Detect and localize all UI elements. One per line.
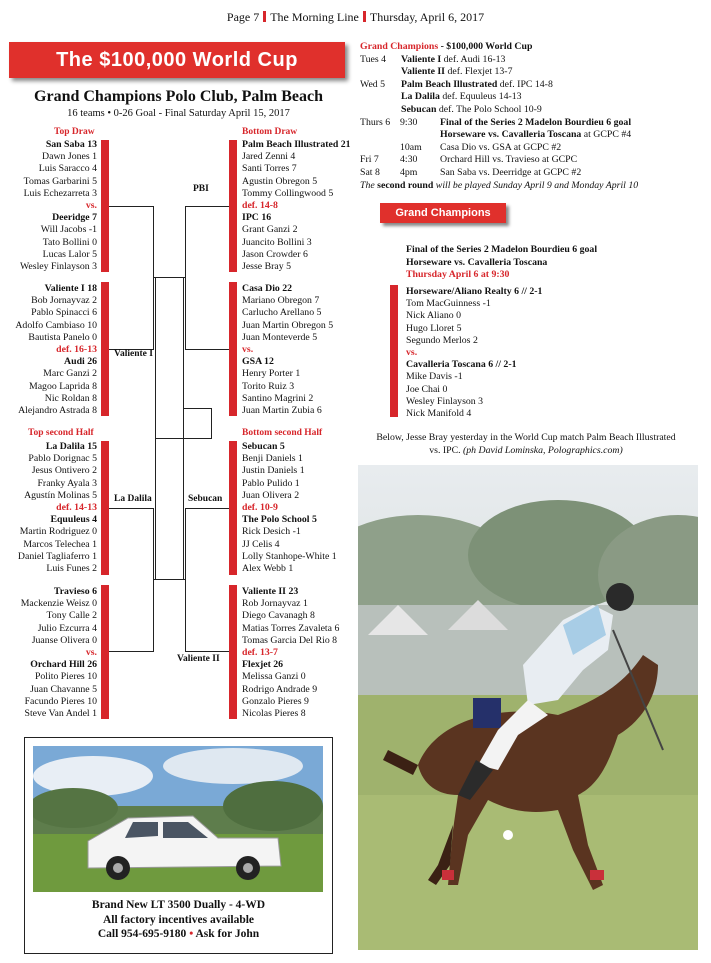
right-group-3: Sebucan 5 Benji Daniels 1 Justin Daniels 1 Pablo Pulido 1 Juan Olivera 2 def. 10-9 The Polo School 5 Rick Desich -1 JJ Celis 4 Lolly Stanhope-White 1 Alex Webb 1 — [242, 441, 337, 575]
left-group-3: La Dalila 15 Pablo Dorignac 5 Jesus Ontivero 2 Franky Ayala 3 Agustín Molinas 5 def. 14-13 Equuleus 4 Martin Rodriguez 0 Marcos Telechea 1 Daniel Tagliaferro 1 Luis Funes 2 — [17, 441, 97, 575]
left-group-4-bar — [101, 585, 109, 719]
tournament-subtitle: 16 teams • 0-26 Goal - Final Saturday April 15, 2017 — [67, 108, 290, 119]
grand-champions-banner: Grand Champions — [380, 203, 506, 223]
ad-contact: Ask for John — [195, 928, 260, 940]
photo-caption: Below, Jesse Bray yesterday in the World Cup match Palm Beach Illustrated vs. IPC. (ph David Lominska, Polographics.com) — [376, 432, 676, 456]
left-group-2-bar — [101, 282, 109, 416]
right-group-1: Palm Beach Illustrated 21 Jared Zenni 4 Santi Torres 7 Agustin Obregon 5 Tommy Collingwood 5 def. 14-8 IPC 16 Grant Ganzi 2 Juancito Bollini 3 Jason Crowder 6 Jesse Bray 5 — [242, 139, 351, 273]
left-group-4: Travieso 6 Mackenzie Weisz 0 Tony Calle 2 Julio Ezcurra 4 Juanse Olivera 0 vs. Orchard Hill 26 Polito Pieres 10 Juan Chavanne 5 Facundo Pieres 10 Steve Van Andel 1 — [20, 586, 97, 720]
winner-valiente-i: Valiente I — [114, 349, 153, 359]
right-group-2: Casa Dio 22 Mariano Obregon 7 Carlucho Arellano 5 Juan Martin Obregon 5 Juan Monteverde 5 vs. GSA 12 Henry Porter 1 Torito Ruiz 3 Santino Magrini 2 Juan Martin Zubia 6 — [242, 283, 334, 417]
polo-photo — [358, 465, 698, 950]
truck-photo — [33, 746, 323, 892]
winner-la-dalila: La Dalila — [114, 494, 152, 504]
winner-sebucan: Sebucan — [188, 494, 223, 504]
truck-advertisement[interactable]: Brand New LT 3500 Dually - 4-WD All factory incentives available Call 954-695-9180 • Ask for John — [24, 737, 333, 954]
issue-date: Thursday, April 6, 2017 — [369, 10, 485, 24]
ad-phone[interactable]: Call 954-695-9180 — [97, 928, 187, 940]
ad-line-2: All factory incentives available — [102, 913, 255, 926]
right-group-2-bar — [229, 282, 237, 416]
right-group-4: Valiente II 23 Rob Jornayvaz 1 Diego Cavanagh 8 Matias Torres Zavaleta 6 Tomas Garcia Del Rio 8 def. 13-7 Flexjet 26 Melissa Ganzi 0 Rodrigo Andrade 9 Gonzalo Pieres 9 Nicolas Pieres 8 — [242, 586, 340, 720]
page-header — [0, 10, 711, 25]
world-cup-banner: The $100,000 World Cup — [9, 42, 345, 78]
winner-pbi: PBI — [193, 184, 209, 194]
page-number: Page 7 — [226, 10, 260, 24]
left-group-2: Valiente I 18 Bob Jornayvaz 2 Pablo Spinacci 6 Adolfo Cambiaso 10 Bautista Panelo 0 def. 16-13 Audi 26 Marc Ganzi 2 Magoo Laprida 8 Nic Roldan 8 Alejandro Astrada 8 — [15, 283, 97, 417]
winner-valiente-ii: Valiente II — [177, 654, 220, 664]
club-title: Grand Champions Polo Club, Palm Beach — [34, 88, 323, 105]
left-group-1-bar — [101, 140, 109, 272]
top-draw-label: Top Draw — [54, 127, 95, 137]
final-bar — [390, 285, 398, 417]
ad-line-1: Brand New LT 3500 Dually - 4-WD — [91, 899, 266, 911]
bottom-draw-label: Bottom Draw — [242, 127, 298, 137]
right-group-4-bar — [229, 585, 237, 719]
left-group-3-bar — [101, 441, 109, 575]
final-teams: Horseware/Aliano Realty 6 // 2-1 Tom MacGuinness -1 Nick Aliano 0 Hugo Lloret 5 Segundo Merlos 2 vs. Cavalleria Toscana 6 // 2-1 Mike Davis -1 Joe Chai 0 Wesley Finlayson 3 Nick Manifold 4 — [406, 286, 543, 420]
bottom-second-half-label: Bottom second Half — [242, 428, 323, 438]
schedule: Grand Champions - $100,000 World Cup Tues 4 Valiente I def. Audi 16-13 Valiente II def. Flexjet 13-7 Wed 5 Palm Beach Illustrated def. IPC 14-8 La Dalila def. Equuleus 14-13 Sebucan def. The Polo School 10-9 Thurs 6 9:30 Final of the Series 2 Madelon Bourdieu 6 goal Horseware vs. Cavalleria Toscana at GCPC #4 10am Casa Dio vs. GSA at GCPC #2 Fri 7 4:30 Orchard Hill vs. Travieso at GCPC Sat 8 4pm San Saba vs. Deerridge at GCPC #2 The second round will be played Sunday April 9 and Monday April 10 — [360, 41, 639, 191]
right-group-1-bar — [229, 140, 237, 272]
right-group-3-bar — [229, 441, 237, 575]
paper-name: The Morning Line — [270, 10, 359, 24]
left-group-1: San Saba 13 Dawn Jones 1 Luis Saracco 4 Tomas Garbarini 5 Luis Echezarreta 3 vs. Deeridge 7 Will Jacobs -1 Tato Bollini 0 Lucas Lalor 5 Wesley Finlayson 3 — [19, 139, 97, 273]
final-heading: Final of the Series 2 Madelon Bourdieu 6 goal Horseware vs. Cavalleria Toscana Thursday April 6 at 9:30 — [406, 244, 598, 281]
top-second-half-label: Top second Half — [28, 428, 94, 438]
